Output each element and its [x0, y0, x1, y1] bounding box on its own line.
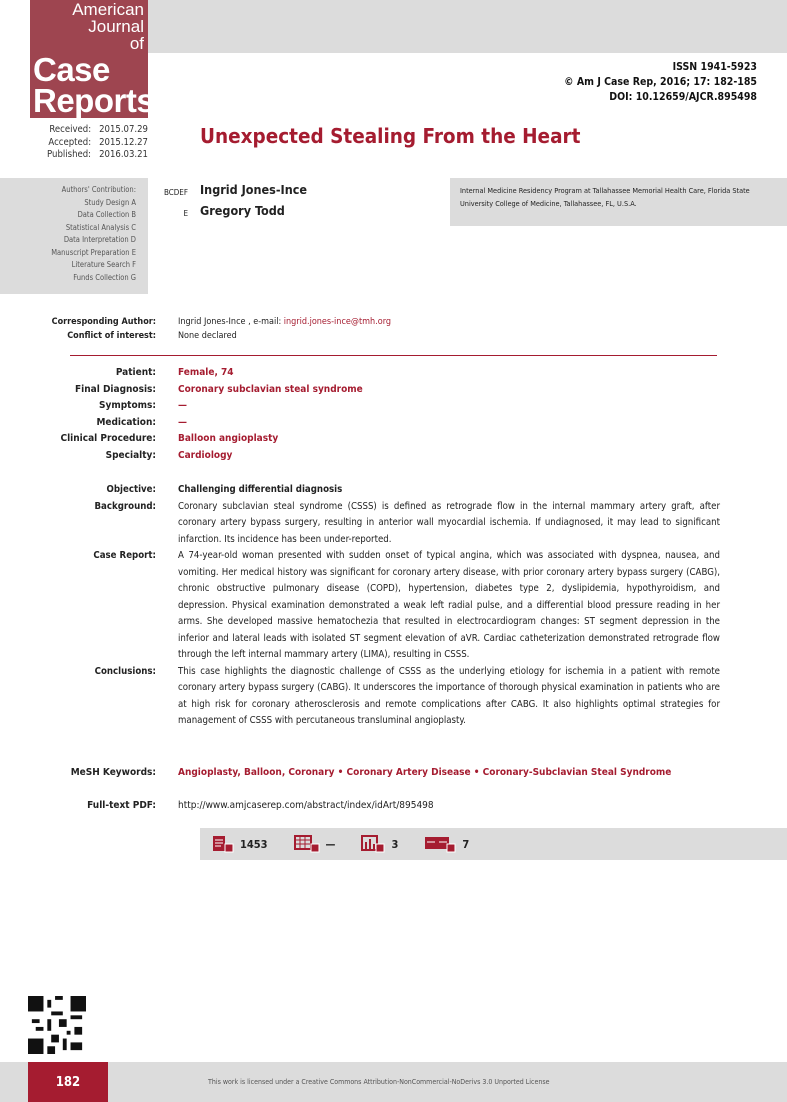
article-stats	[200, 828, 787, 860]
logo-text: American	[72, 0, 144, 19]
citation: © Am J Case Rep, 2016; 17: 182-185	[564, 76, 757, 88]
field-label: Clinical Procedure:	[60, 433, 156, 444]
date-label: Accepted:	[48, 136, 92, 148]
conflict-of-interest	[30, 329, 720, 343]
page-number: 182	[28, 1062, 108, 1102]
logo-text: Reports	[33, 82, 155, 119]
field-value: Coronary subclavian steal syndrome	[178, 383, 363, 395]
header-band	[148, 0, 787, 53]
field-label: Full-text PDF:	[87, 800, 156, 811]
figure-count: 3	[391, 837, 399, 851]
pdf-link[interactable]: http://www.amjcaserep.com/abstract/index/idArt/895498	[178, 800, 434, 811]
field-label: Specialty:	[105, 449, 156, 461]
figures-icon	[361, 835, 385, 853]
field-value: Cardiology	[178, 449, 233, 461]
contribution-item: Funds Collection G	[73, 272, 136, 282]
date-label: Published:	[47, 149, 92, 160]
dates	[30, 124, 148, 162]
word-count-icon	[212, 835, 234, 853]
author-codes: BCDEF	[163, 188, 188, 197]
keywords: Angioplasty, Balloon, Coronary • Coronary Artery Disease • Coronary-Subclavian Steal Syndrome	[178, 767, 672, 778]
divider	[70, 355, 717, 356]
qr-code	[27, 996, 87, 1054]
field-label: Conclusions:	[94, 665, 156, 677]
contribution-item: Authors' Contribution:	[61, 185, 136, 194]
author-name: Gregory Todd	[200, 202, 285, 218]
contribution-item: Data Collection B	[77, 210, 136, 219]
objective: Challenging differential diagnosis	[178, 484, 343, 495]
tables-icon	[294, 835, 320, 853]
logo-text: of	[129, 34, 144, 53]
corresponding-author	[30, 315, 720, 329]
value: None declared	[178, 331, 237, 341]
authors	[150, 181, 307, 222]
table-count: —	[325, 837, 336, 851]
case-summary	[30, 365, 720, 464]
mesh-keywords	[30, 765, 720, 782]
affiliation: Internal Medicine Residency Program at Tallahassee Memorial Health Care, Florida State University College of Medicine, Tallahassee, FL, U.S.A.	[450, 178, 787, 226]
journal-logo	[30, 0, 155, 119]
field-label: Final Diagnosis:	[75, 383, 156, 395]
author-name: Ingrid Jones-Ince , e-mail:	[178, 317, 284, 327]
field-value: Balloon angioplasty	[178, 433, 279, 444]
issn: ISSN 1941-5923	[672, 61, 757, 73]
doi: DOI: 10.12659/AJCR.895498	[609, 91, 757, 103]
field-value: —	[178, 416, 187, 428]
contribution-item: Data Interpretation D	[63, 235, 136, 244]
background: Coronary subclavian steal syndrome (CSSS) is defined as retrograde flow in the internal mammary artery graft, after coronary artery bypass surgery, resulting in anterior wall myocardial ischemia. If undiagnosed, it may lead to significant infarction. Its incidence has been under-reported.	[178, 500, 720, 545]
field-label: Patient:	[115, 367, 156, 378]
case-report: A 74-year-old woman presented with sudden onset of typical angina, which was associated with dyspnea, nausea, and vomiting. Her medical history was significant for coronary artery disease, with prior coronary artery bypass surgery (CABG), chronic obstructive pulmonary disease (COPD), hypertension, diabetes type 2, dyslipidemia, hypothyroidism, and depression. Physical examination demonstrated a weak left radial pulse, and a differential blood pressure reading in her arms. She developed massive hematochezia that resulted in electrocardiogram changes: ST segment depression in the inferior and lateral leads with isolated ST segment elevation of aVR. Cardiac catheterization demonstrated retrograde flow through the left internal mammary artery (LIMA), resulting in CSSS.	[178, 550, 720, 660]
contribution-item: Literature Search F	[71, 260, 136, 269]
date-value: 2016.03.21	[99, 149, 148, 160]
word-count: 1453	[240, 837, 268, 851]
label: Corresponding Author:	[51, 317, 156, 327]
field-value: Female, 74	[178, 367, 234, 378]
author-codes: E	[183, 208, 188, 218]
license-text: This work is licensed under a Creative Commons Attribution-NonCommercial-NoDerivs 3.0 Unported License	[208, 1078, 550, 1086]
conclusions: This case highlights the diagnostic challenge of CSSS as the underlying etiology for ischemia in a patient with remote coronary artery bypass surgery (CABG). It underscores the importance of thorough physical examination in patients who are at high risk for coronary atherosclerosis and remote complications after CABG. It also highlights optimal strategies for management of CSSS with percutaneous transluminal angioplasty.	[178, 665, 720, 726]
article-title: Unexpected Stealing From the Heart	[200, 124, 581, 148]
field-label: Background:	[94, 500, 156, 512]
field-label: Symptoms:	[99, 400, 156, 411]
contribution-item: Statistical Analysis C	[65, 222, 136, 232]
abstract	[30, 482, 720, 730]
field-value: —	[178, 400, 187, 411]
date-value: 2015.07.29	[99, 124, 148, 135]
email-link[interactable]: ingrid.jones-ince@tmh.org	[283, 317, 391, 327]
author-name: Ingrid Jones-Ince	[200, 182, 307, 197]
article-meta	[564, 60, 757, 105]
contribution-item: Manuscript Preparation E	[51, 247, 136, 257]
field-label: MeSH Keywords:	[70, 767, 156, 778]
full-text-pdf	[30, 798, 720, 815]
date-value: 2015.12.27	[99, 136, 148, 148]
references-icon	[424, 835, 456, 853]
contribution-item: Study Design A	[84, 197, 136, 207]
field-label: Objective:	[106, 484, 156, 495]
logo-text: Journal	[88, 17, 144, 36]
contributions-box	[0, 178, 148, 294]
field-label: Medication:	[96, 416, 156, 428]
field-label: Case Report:	[93, 550, 156, 561]
reference-count: 7	[462, 837, 470, 851]
label: Conflict of interest:	[67, 331, 156, 341]
logo-text: Case	[33, 51, 110, 88]
date-label: Received:	[49, 124, 92, 135]
